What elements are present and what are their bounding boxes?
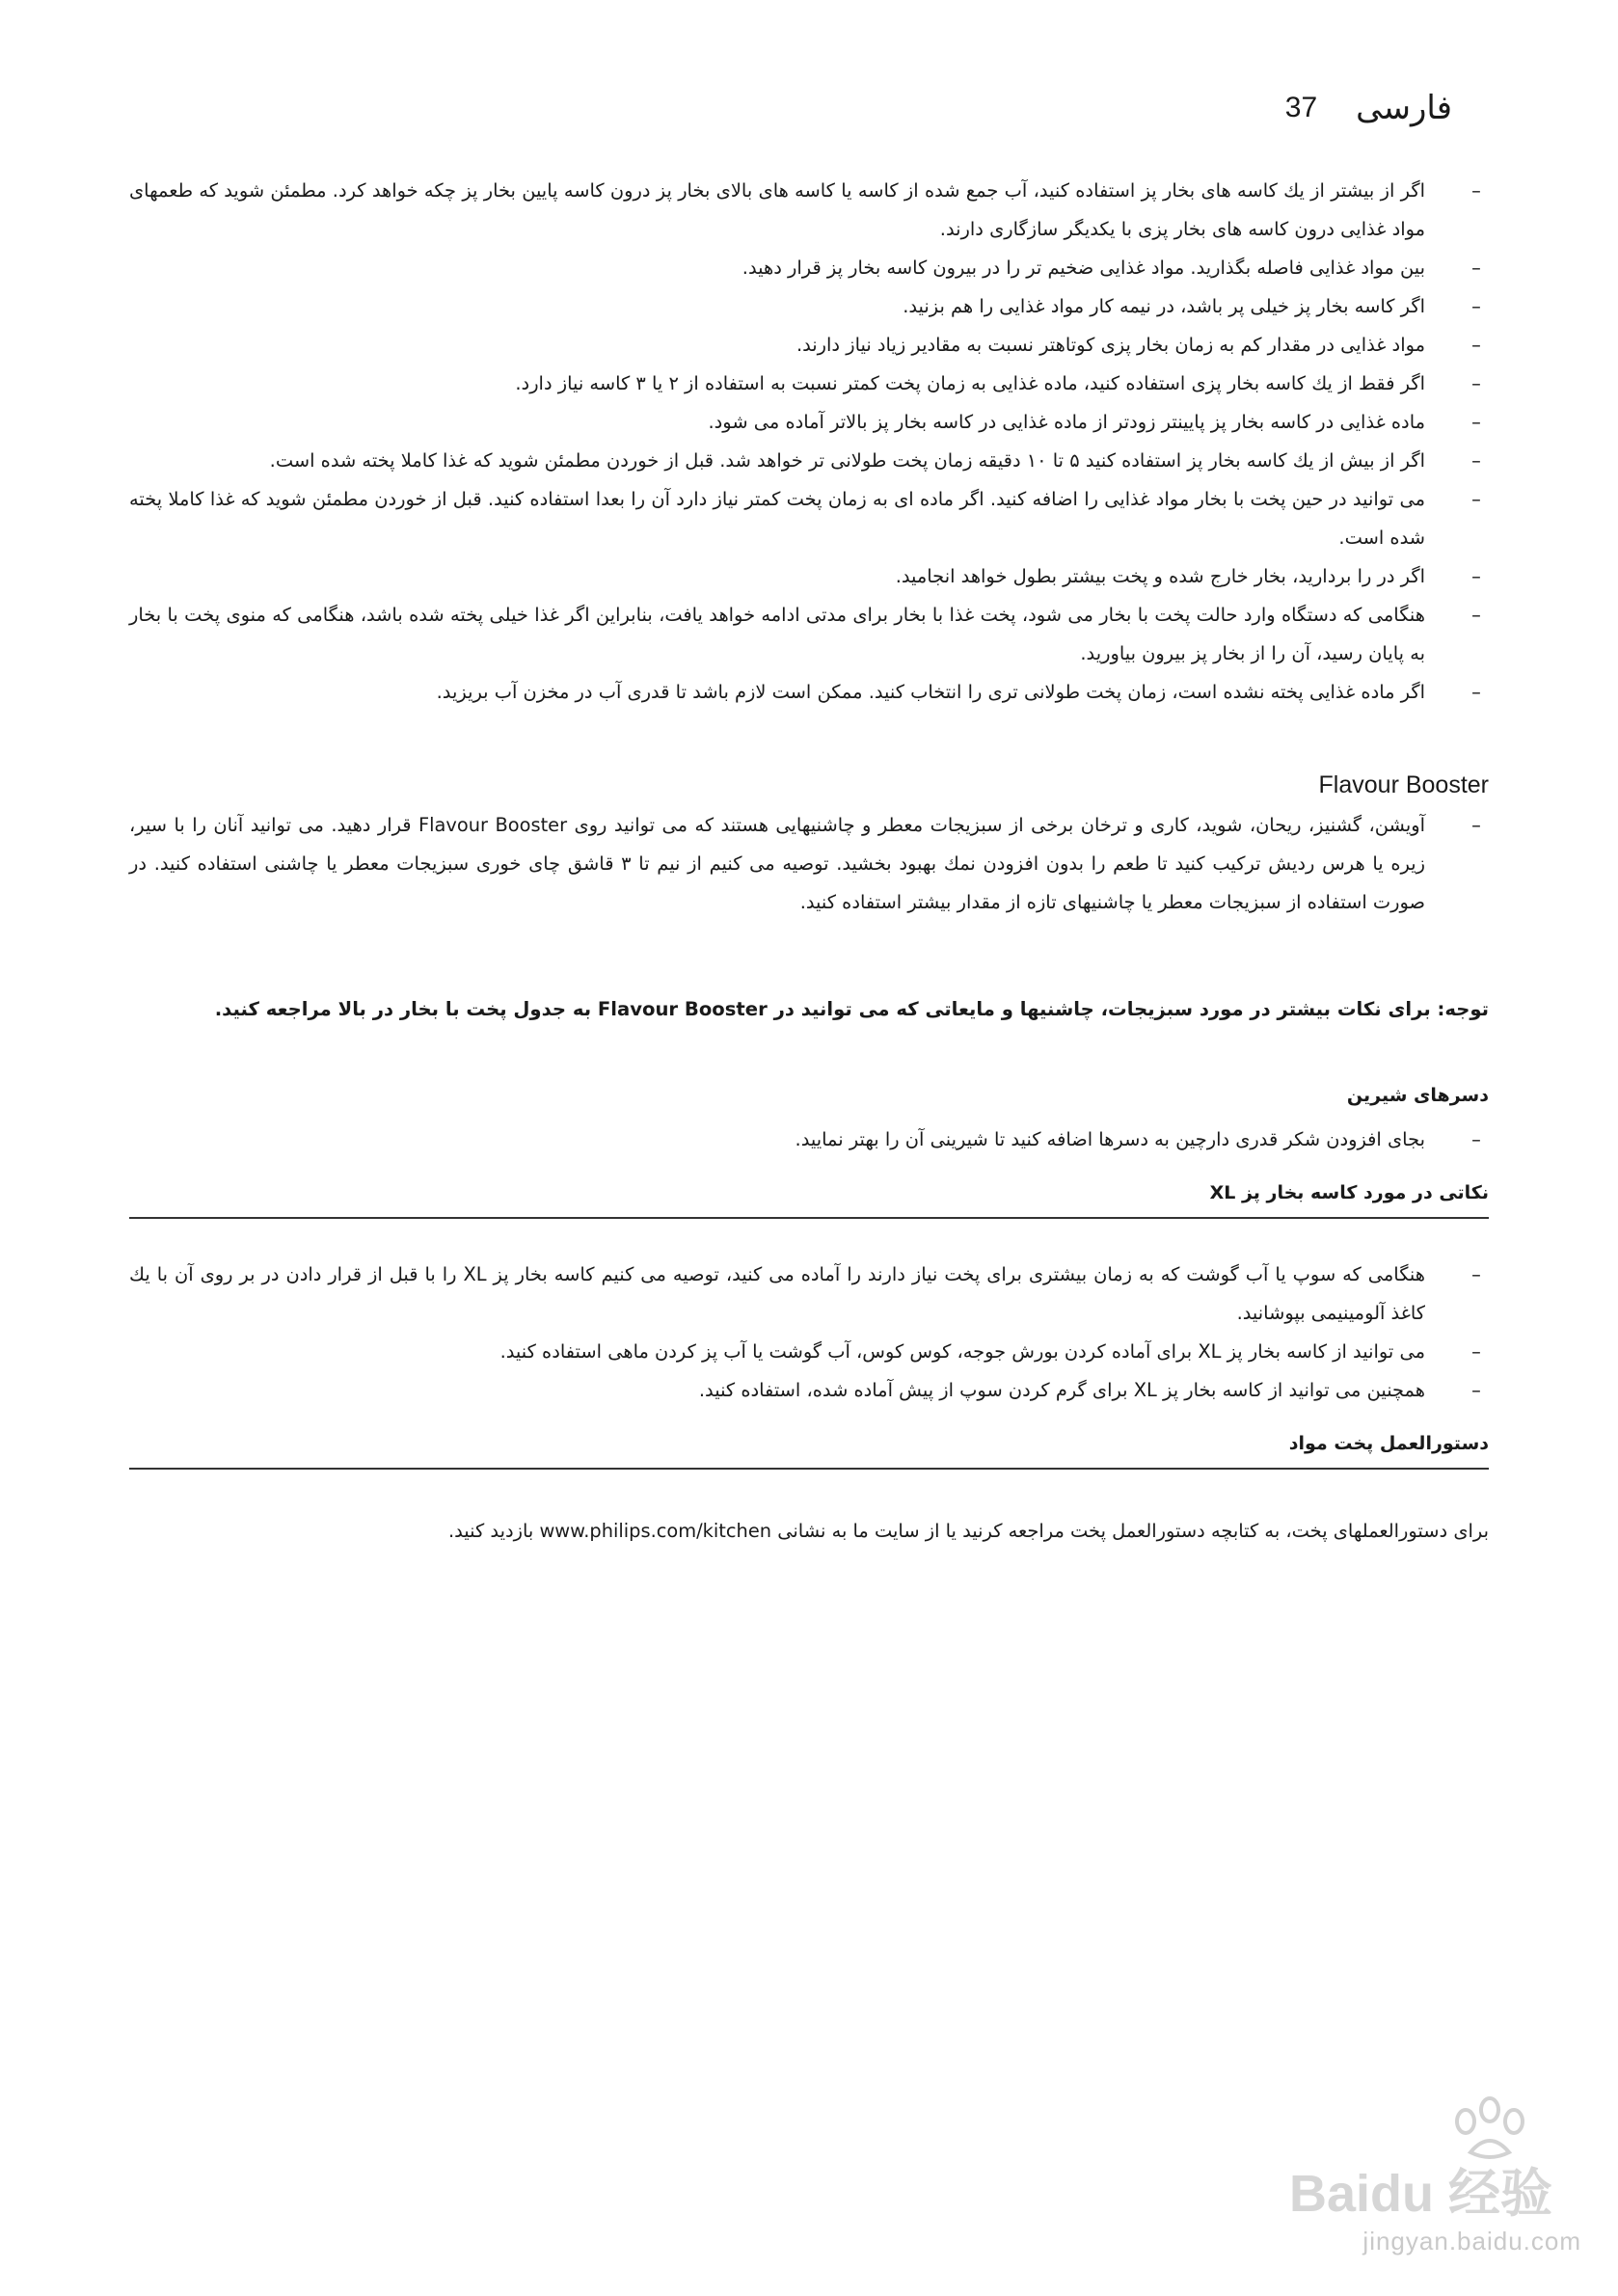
list-item: – مواد غذایی در مقدار کم به زمان بخار پزی کوتاهتر نسبت به مقادیر زیاد نیاز دارند. xyxy=(129,326,1489,365)
section-divider xyxy=(129,1468,1489,1470)
list-item: – بین مواد غذایی فاصله بگذارید. مواد غذایی ضخیم تر را در بیرون کاسه بخار پز قرار دهید. xyxy=(129,249,1489,287)
list-item: – اگر فقط از یك کاسه بخار پزی استفاده کنید، ماده غذایی به زمان پخت کمتر نسبت به استفاده از ۲ یا ۳ کاسه نیاز دارد. xyxy=(129,365,1489,403)
page-header xyxy=(1285,83,1452,133)
list-item: – اگر از بیشتر از یك کاسه های بخار پز استفاده کنید، آب جمع شده از کاسه یا کاسه های بالای بخار پز درون کاسه پایین بخار پز چکه خواهد کرد. مطمئن شوید که طعمهای مواد غذایی درون کاسه های بخار پزی با یکدیگر سازگاری دارند. xyxy=(129,172,1489,249)
baidu-watermark xyxy=(1288,2093,1581,2256)
note-paragraph: توجه: برای نکات بیشتر در مورد سبزیجات، چاشنیها و مایعاتی که می توانید در Flavour Booster به جدول پخت با بخار در بالا مراجعه کنید. xyxy=(214,998,1489,1020)
flavour-booster-heading: Flavour Booster xyxy=(1318,771,1489,798)
desserts-section xyxy=(129,1121,1489,1159)
list-item: – می توانید از کاسه بخار پز XL برای آماده کردن بورش جوجه، کوس کوس، آب گوشت یا آب پز کردن ماهی استفاده کنید. xyxy=(129,1333,1489,1371)
list-item: – اگر در را بردارید، بخار خارج شده و پخت بیشتر بطول خواهد انجامید. xyxy=(129,557,1489,596)
dash-bullet-icon: – xyxy=(1471,295,1481,317)
language-title: فارسی xyxy=(1356,89,1452,127)
xl-tips-list xyxy=(129,1256,1489,1410)
dash-bullet-icon: – xyxy=(1471,488,1481,510)
watermark-url: jingyan.baidu.com xyxy=(1362,2227,1581,2255)
dash-bullet-icon: – xyxy=(1471,449,1481,472)
recipes-heading: دستورالعمل پخت مواد xyxy=(1288,1433,1489,1454)
dash-bullet-icon: – xyxy=(1471,1128,1481,1150)
dash-bullet-icon: – xyxy=(1471,681,1481,703)
desserts-list xyxy=(129,1121,1489,1159)
list-item: – هنگامی که سوپ یا آب گوشت که به زمان بیشتری برای پخت نیاز دارند را آماده می کنید، توصیه می کنیم کاسه بخار پز XL را با قبل از قرار دادن در بر روی آن با یك کاغذ آلومینیمی بپوشانید. xyxy=(129,1256,1489,1333)
dash-bullet-icon: – xyxy=(1471,1340,1481,1363)
list-item: – اگر ماده غذایی پخته نشده است، زمان پخت طولانی تری را انتخاب کنید. ممکن است لازم باشد تا قدری آب در مخزن آب بریزید. xyxy=(129,673,1489,712)
dash-bullet-icon: – xyxy=(1471,1263,1481,1285)
list-item: – ماده غذایی در کاسه بخار پز پایینتر زودتر از ماده غذایی در کاسه بخار پز بالاتر آماده می شود. xyxy=(129,403,1489,442)
list-item: – هنگامی که دستگاه وارد حالت پخت با بخار می شود، پخت غذا با بخار برای مدتی ادامه خواهد یافت، بنابراین اگر غذا خیلی پخته شده باشد، هنگامی که منوی پخت با بخار به پایان رسید، آن را از بخار پز بیرون بیاورید. xyxy=(129,596,1489,673)
list-item: – همچنین می توانید از کاسه بخار پز XL برای گرم کردن سوپ از پیش آماده شده، استفاده کنید. xyxy=(129,1371,1489,1410)
dash-bullet-icon: – xyxy=(1471,372,1481,394)
xl-section-heading: نکاتی در مورد کاسه بخار پز XL xyxy=(1209,1182,1489,1203)
watermark-brand: Baidu 经验 xyxy=(1288,2165,1552,2223)
dash-bullet-icon: – xyxy=(1471,179,1481,202)
page-number: 37 xyxy=(1284,92,1318,123)
desserts-heading: دسرهای شیرین xyxy=(1346,1085,1489,1106)
dash-bullet-icon: – xyxy=(1471,334,1481,356)
list-item: – آویشن، گشنیز، ریحان، شوید، کاری و ترخان برخی از سبزیجات معطر و چاشنیهایی هستند که می توانید روی Flavour Booster قرار دهید. می توانید آنان را با سیر، زیره یا هرس ردیش ترکیب کنید تا طعم را بدون افزودن نمك بهبود بخشید. توصیه می کنیم از نیم تا ۳ قاشق چای خوری سبزیجات معطر یا چاشنی استفاده کنید. در صورت استفاده از سبزیجات معطر یا چاشنیهای تازه از مقدار بیشتر استفاده کنید. xyxy=(129,806,1489,922)
section-divider xyxy=(129,1217,1489,1219)
tips-list xyxy=(129,172,1489,712)
paw-logo-icon xyxy=(1437,2093,1543,2160)
dash-bullet-icon: – xyxy=(1471,565,1481,587)
list-item: – اگر کاسه بخار پز خیلی پر باشد، در نیمه کار مواد غذایی را هم بزنید. xyxy=(129,287,1489,326)
tips-section xyxy=(129,172,1489,712)
flavour-booster-section xyxy=(129,806,1489,922)
list-item: – می توانید در حین پخت با بخار مواد غذایی را اضافه کنید. اگر ماده ای به زمان پخت کمتر نیاز دارد آن را بعدا استفاده کنید. قبل از خوردن مطمئن شوید که غذا کاملا پخته شده است. xyxy=(129,480,1489,557)
xl-section xyxy=(129,1256,1489,1410)
dash-bullet-icon: – xyxy=(1471,1379,1481,1401)
list-item: – بجای افزودن شکر قدری دارچین به دسرها اضافه کنید تا شیرینی آن را بهتر نمایید. xyxy=(129,1121,1489,1159)
recipes-paragraph: برای دستورالعملهای پخت، به کتابچه دستورالعمل پخت مراجعه کرنید یا از سایت ما به نشانی www.philips.com/kitchen بازدید کنید. xyxy=(447,1520,1489,1542)
flavour-booster-list xyxy=(129,806,1489,922)
dash-bullet-icon: – xyxy=(1471,257,1481,279)
dash-bullet-icon: – xyxy=(1471,604,1481,626)
list-item: – اگر از بیش از یك کاسه بخار پز استفاده کنید ۵ تا ۱۰ دقیقه زمان پخت طولانی تر خواهد شد. قبل از خوردن مطمئن شوید که غذا کاملا پخته شده است. xyxy=(129,442,1489,480)
dash-bullet-icon: – xyxy=(1471,814,1481,836)
dash-bullet-icon: – xyxy=(1471,411,1481,433)
